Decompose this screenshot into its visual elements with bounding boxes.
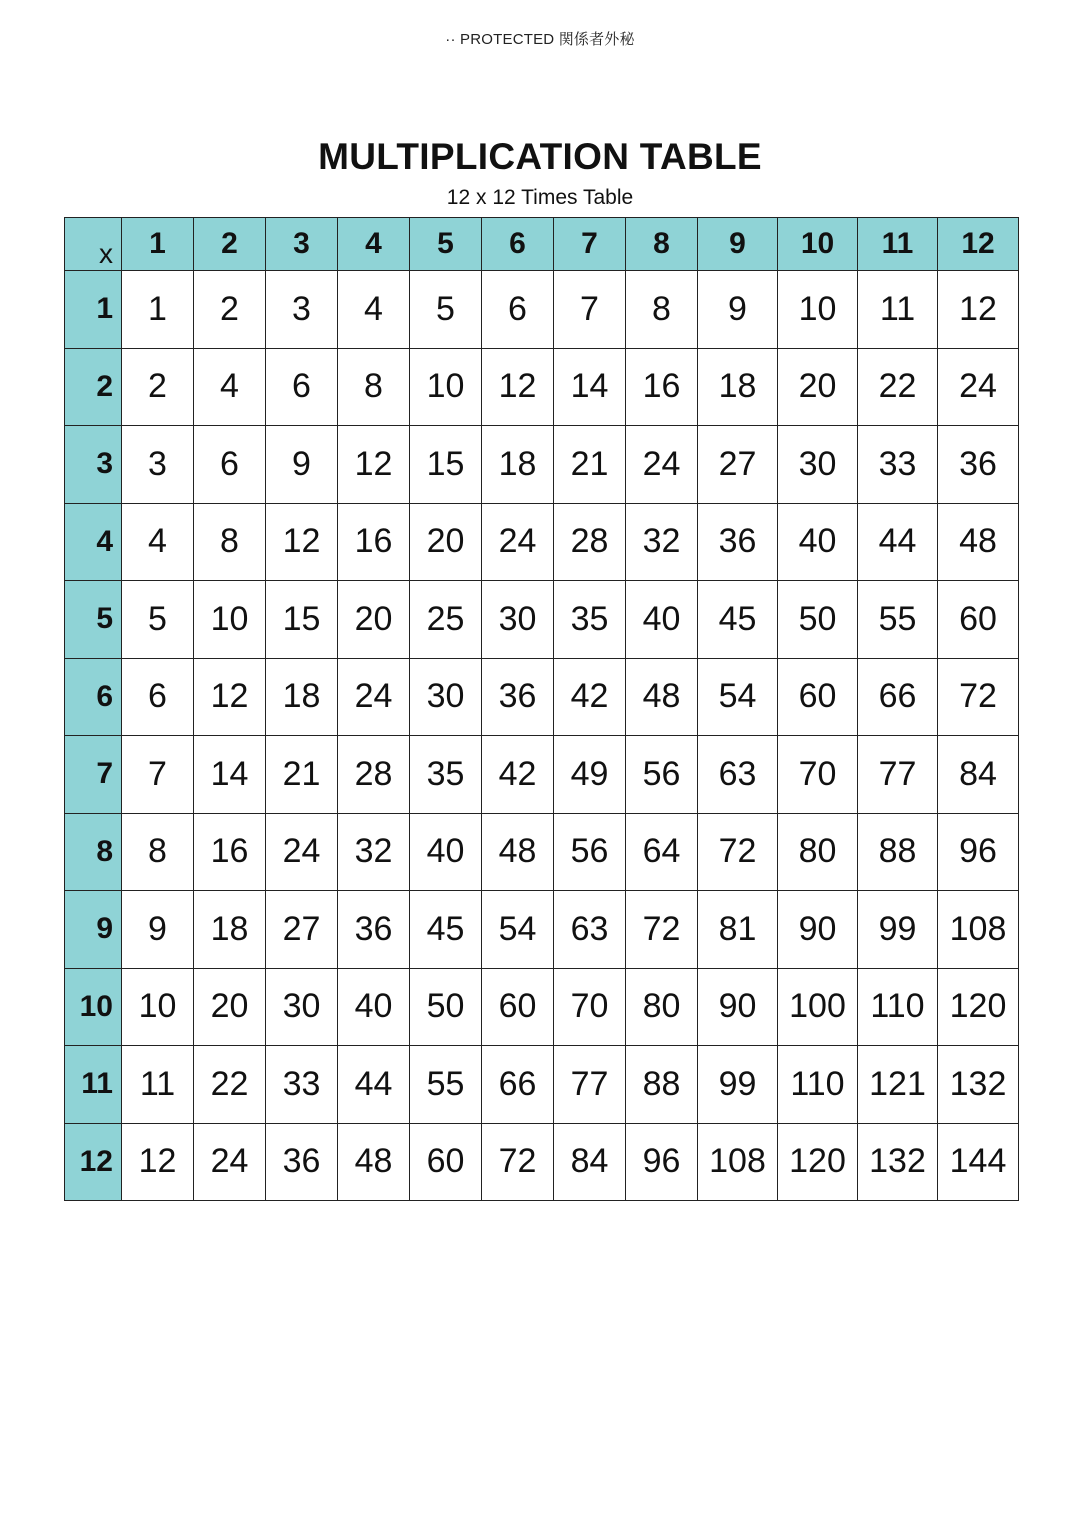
product-cell: 8 (626, 271, 698, 349)
product-cell: 20 (778, 348, 858, 426)
product-cell: 48 (482, 813, 554, 891)
column-header: 10 (778, 218, 858, 271)
product-cell: 12 (338, 426, 410, 504)
product-cell: 14 (194, 736, 266, 814)
product-cell: 80 (778, 813, 858, 891)
product-cell: 7 (122, 736, 194, 814)
product-cell: 6 (122, 658, 194, 736)
product-cell: 4 (338, 271, 410, 349)
product-cell: 66 (482, 1046, 554, 1124)
product-cell: 27 (266, 891, 338, 969)
product-cell: 10 (410, 348, 482, 426)
product-cell: 11 (122, 1046, 194, 1124)
row-header: 4 (65, 503, 122, 581)
product-cell: 14 (554, 348, 626, 426)
product-cell: 12 (194, 658, 266, 736)
product-cell: 110 (858, 968, 938, 1046)
product-cell: 35 (554, 581, 626, 659)
row-header: 9 (65, 891, 122, 969)
product-cell: 120 (938, 968, 1019, 1046)
product-cell: 24 (482, 503, 554, 581)
product-cell: 48 (338, 1123, 410, 1201)
product-cell: 16 (626, 348, 698, 426)
product-cell: 48 (626, 658, 698, 736)
table-row (65, 891, 1019, 969)
product-cell: 32 (626, 503, 698, 581)
product-cell: 88 (626, 1046, 698, 1124)
product-cell: 2 (122, 348, 194, 426)
product-cell: 110 (778, 1046, 858, 1124)
product-cell: 72 (698, 813, 778, 891)
product-cell: 36 (482, 658, 554, 736)
product-cell: 44 (338, 1046, 410, 1124)
row-header: 2 (65, 348, 122, 426)
product-cell: 22 (194, 1046, 266, 1124)
product-cell: 45 (410, 891, 482, 969)
product-cell: 100 (778, 968, 858, 1046)
product-cell: 36 (338, 891, 410, 969)
product-cell: 10 (122, 968, 194, 1046)
product-cell: 40 (778, 503, 858, 581)
product-cell: 8 (338, 348, 410, 426)
product-cell: 64 (626, 813, 698, 891)
row-header: 7 (65, 736, 122, 814)
column-header: 9 (698, 218, 778, 271)
product-cell: 3 (122, 426, 194, 504)
product-cell: 12 (266, 503, 338, 581)
product-cell: 9 (266, 426, 338, 504)
product-cell: 88 (858, 813, 938, 891)
product-cell: 30 (482, 581, 554, 659)
table-row (65, 348, 1019, 426)
product-cell: 6 (482, 271, 554, 349)
row-header: 1 (65, 271, 122, 349)
product-cell: 50 (410, 968, 482, 1046)
header-row (65, 218, 1019, 271)
product-cell: 90 (778, 891, 858, 969)
product-cell: 72 (482, 1123, 554, 1201)
product-cell: 60 (778, 658, 858, 736)
product-cell: 144 (938, 1123, 1019, 1201)
product-cell: 45 (698, 581, 778, 659)
column-header: 5 (410, 218, 482, 271)
product-cell: 18 (266, 658, 338, 736)
product-cell: 77 (554, 1046, 626, 1124)
row-header: 8 (65, 813, 122, 891)
product-cell: 35 (410, 736, 482, 814)
product-cell: 33 (858, 426, 938, 504)
page-subtitle: 12 x 12 Times Table (446, 186, 634, 209)
product-cell: 8 (122, 813, 194, 891)
corner-cell: x (65, 218, 122, 271)
product-cell: 4 (122, 503, 194, 581)
product-cell: 36 (938, 426, 1019, 504)
product-cell: 120 (778, 1123, 858, 1201)
product-cell: 81 (698, 891, 778, 969)
product-cell: 36 (266, 1123, 338, 1201)
table-row (65, 581, 1019, 659)
product-cell: 77 (858, 736, 938, 814)
product-cell: 99 (858, 891, 938, 969)
page-title: MULTIPLICATION TABLE (318, 136, 762, 177)
product-cell: 50 (778, 581, 858, 659)
column-header: 2 (194, 218, 266, 271)
product-cell: 96 (626, 1123, 698, 1201)
product-cell: 33 (266, 1046, 338, 1124)
product-cell: 15 (266, 581, 338, 659)
product-cell: 24 (266, 813, 338, 891)
product-cell: 72 (626, 891, 698, 969)
product-cell: 16 (338, 503, 410, 581)
product-cell: 84 (938, 736, 1019, 814)
product-cell: 12 (482, 348, 554, 426)
product-cell: 25 (410, 581, 482, 659)
product-cell: 18 (698, 348, 778, 426)
product-cell: 1 (122, 271, 194, 349)
product-cell: 40 (626, 581, 698, 659)
product-cell: 20 (410, 503, 482, 581)
product-cell: 12 (122, 1123, 194, 1201)
product-cell: 49 (554, 736, 626, 814)
product-cell: 24 (194, 1123, 266, 1201)
product-cell: 9 (698, 271, 778, 349)
product-cell: 18 (482, 426, 554, 504)
product-cell: 54 (698, 658, 778, 736)
product-cell: 48 (938, 503, 1019, 581)
product-cell: 21 (266, 736, 338, 814)
product-cell: 30 (778, 426, 858, 504)
product-cell: 6 (266, 348, 338, 426)
product-cell: 36 (698, 503, 778, 581)
product-cell: 16 (194, 813, 266, 891)
product-cell: 10 (778, 271, 858, 349)
product-cell: 6 (194, 426, 266, 504)
product-cell: 20 (338, 581, 410, 659)
product-cell: 12 (938, 271, 1019, 349)
row-header: 6 (65, 658, 122, 736)
product-cell: 96 (938, 813, 1019, 891)
product-cell: 5 (122, 581, 194, 659)
product-cell: 24 (338, 658, 410, 736)
table-row (65, 813, 1019, 891)
product-cell: 18 (194, 891, 266, 969)
product-cell: 56 (626, 736, 698, 814)
table-row (65, 736, 1019, 814)
product-cell: 21 (554, 426, 626, 504)
product-cell: 40 (410, 813, 482, 891)
row-header: 10 (65, 968, 122, 1046)
table-row (65, 968, 1019, 1046)
table-row (65, 503, 1019, 581)
column-header: 3 (266, 218, 338, 271)
product-cell: 15 (410, 426, 482, 504)
product-cell: 70 (554, 968, 626, 1046)
product-cell: 121 (858, 1046, 938, 1124)
product-cell: 28 (554, 503, 626, 581)
product-cell: 42 (554, 658, 626, 736)
product-cell: 24 (626, 426, 698, 504)
product-cell: 22 (858, 348, 938, 426)
multiplication-table (64, 217, 1019, 1201)
table-row (65, 271, 1019, 349)
column-header: 8 (626, 218, 698, 271)
product-cell: 3 (266, 271, 338, 349)
column-header: 1 (122, 218, 194, 271)
row-header: 5 (65, 581, 122, 659)
column-header: 4 (338, 218, 410, 271)
product-cell: 132 (858, 1123, 938, 1201)
product-cell: 66 (858, 658, 938, 736)
product-cell: 63 (554, 891, 626, 969)
row-header: 3 (65, 426, 122, 504)
product-cell: 30 (410, 658, 482, 736)
product-cell: 27 (698, 426, 778, 504)
product-cell: 60 (938, 581, 1019, 659)
table-row (65, 1123, 1019, 1201)
product-cell: 60 (410, 1123, 482, 1201)
product-cell: 108 (698, 1123, 778, 1201)
product-cell: 8 (194, 503, 266, 581)
table-row (65, 1046, 1019, 1124)
product-cell: 54 (482, 891, 554, 969)
product-cell: 2 (194, 271, 266, 349)
column-header: 6 (482, 218, 554, 271)
table-row (65, 658, 1019, 736)
product-cell: 63 (698, 736, 778, 814)
product-cell: 60 (482, 968, 554, 1046)
column-header: 12 (938, 218, 1019, 271)
product-cell: 11 (858, 271, 938, 349)
product-cell: 5 (410, 271, 482, 349)
product-cell: 80 (626, 968, 698, 1046)
product-cell: 30 (266, 968, 338, 1046)
protected-label: ·· PROTECTED 関係者外秘 (445, 31, 635, 48)
table-body (65, 271, 1019, 1201)
product-cell: 90 (698, 968, 778, 1046)
product-cell: 55 (858, 581, 938, 659)
product-cell: 40 (338, 968, 410, 1046)
product-cell: 10 (194, 581, 266, 659)
column-header: 7 (554, 218, 626, 271)
product-cell: 56 (554, 813, 626, 891)
product-cell: 99 (698, 1046, 778, 1124)
product-cell: 84 (554, 1123, 626, 1201)
product-cell: 42 (482, 736, 554, 814)
product-cell: 132 (938, 1046, 1019, 1124)
product-cell: 72 (938, 658, 1019, 736)
product-cell: 28 (338, 736, 410, 814)
product-cell: 9 (122, 891, 194, 969)
product-cell: 44 (858, 503, 938, 581)
table-row (65, 426, 1019, 504)
product-cell: 55 (410, 1046, 482, 1124)
product-cell: 7 (554, 271, 626, 349)
product-cell: 4 (194, 348, 266, 426)
column-header: 11 (858, 218, 938, 271)
row-header: 11 (65, 1046, 122, 1124)
row-header: 12 (65, 1123, 122, 1201)
product-cell: 70 (778, 736, 858, 814)
product-cell: 20 (194, 968, 266, 1046)
product-cell: 24 (938, 348, 1019, 426)
product-cell: 108 (938, 891, 1019, 969)
product-cell: 32 (338, 813, 410, 891)
